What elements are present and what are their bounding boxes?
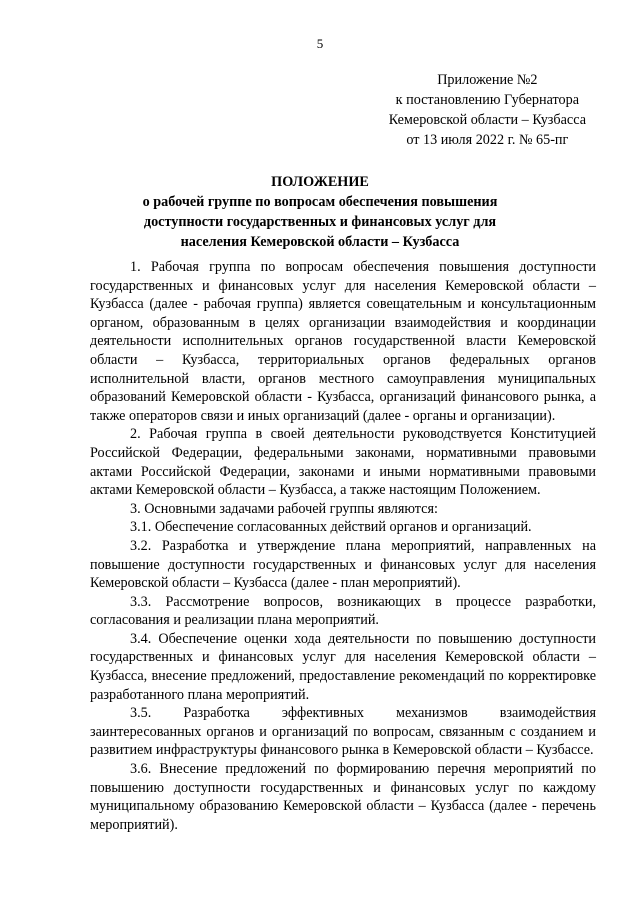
appendix-line-2: к постановлению Губернатора <box>395 92 580 108</box>
paragraph-3-3: 3.3. Рассмотрение вопросов, возникающих в процессе разработки, согласования и реализации плана мероприятий. <box>90 593 596 629</box>
paragraph-3-2: 3.2. Разработка и утверждение плана мероприятий, направленных на повышение доступности государственных и финансовых услуг для населения Кемеровской области – Кузбасса (далее - план мероприятий). <box>90 537 596 592</box>
appendix-line-4: от 13 июля 2022 г. № 65-пг <box>406 132 569 148</box>
title-line-1: о рабочей группе по вопросам обеспечения повышения <box>142 194 498 210</box>
paragraph-2: 2. Рабочая группа в своей деятельности руководствуется Конституцией Российской Федерации, федеральными законами, нормативными правовыми актами Российской Федерации, законами и иными нормативными правовыми актами Кемеровской области – Кузбасса, а также настоящим Положением. <box>90 426 596 499</box>
paragraph-3-1: 3.1. Обеспечение согласованных действий органов и организаций. <box>130 519 532 536</box>
paragraph-3-4: 3.4. Обеспечение оценки хода деятельности по повышению доступности государственных и финансовых услуг для населения Кемеровской области – Кузбасса, внесение предложений, предоставление рекомендаций по корректировке разработанного плана мероприятий. <box>90 630 596 703</box>
paragraph-3: 3. Основными задачами рабочей группы являются: <box>130 500 438 517</box>
paragraph-1: 1. Рабочая группа по вопросам обеспечения повышения доступности государственных и финансовых услуг для населения Кемеровской области – Кузбасса (далее - рабочая группа) является совещательным и консультационным органом, образованным в целях организации взаимодействия и координации деятельности исполнительных органов государственной власти Кемеровской области – Кузбасса, территориальных органов федеральных органов исполнительной власти, органов местного самоуправления муниципальных образований Кемеровской области - Кузбасса, организаций финансового рынка, а также операторов связи и иных организаций (далее - органы и организации). <box>90 259 596 424</box>
title-line-2: доступности государственных и финансовых услуг для <box>143 214 497 230</box>
paragraph-3-5: 3.5. Разработка эффективных механизмов взаимодействия заинтересованных органов и организаций по вопросам, связанным с созданием и развитием инфраструктуры финансового рынка в Кемеровской области – Кузбассе. <box>90 705 596 759</box>
appendix-line-1: Приложение №2 <box>437 72 538 88</box>
page-number: 5 <box>316 36 324 51</box>
title-heading: ПОЛОЖЕНИЕ <box>271 174 369 190</box>
title-line-3: населения Кемеровской области – Кузбасса <box>180 234 460 250</box>
appendix-block <box>389 70 586 150</box>
document-title <box>0 172 640 252</box>
document-body <box>90 258 596 834</box>
appendix-line-3: Кемеровской области – Кузбасса <box>388 112 586 128</box>
paragraph-3-6: 3.6. Внесение предложений по формированию перечня мероприятий по повышению доступности государственных и финансовых услуг по каждому муниципальному образованию Кемеровской области – Кузбасса (далее - перечень мероприятий). <box>90 761 596 833</box>
